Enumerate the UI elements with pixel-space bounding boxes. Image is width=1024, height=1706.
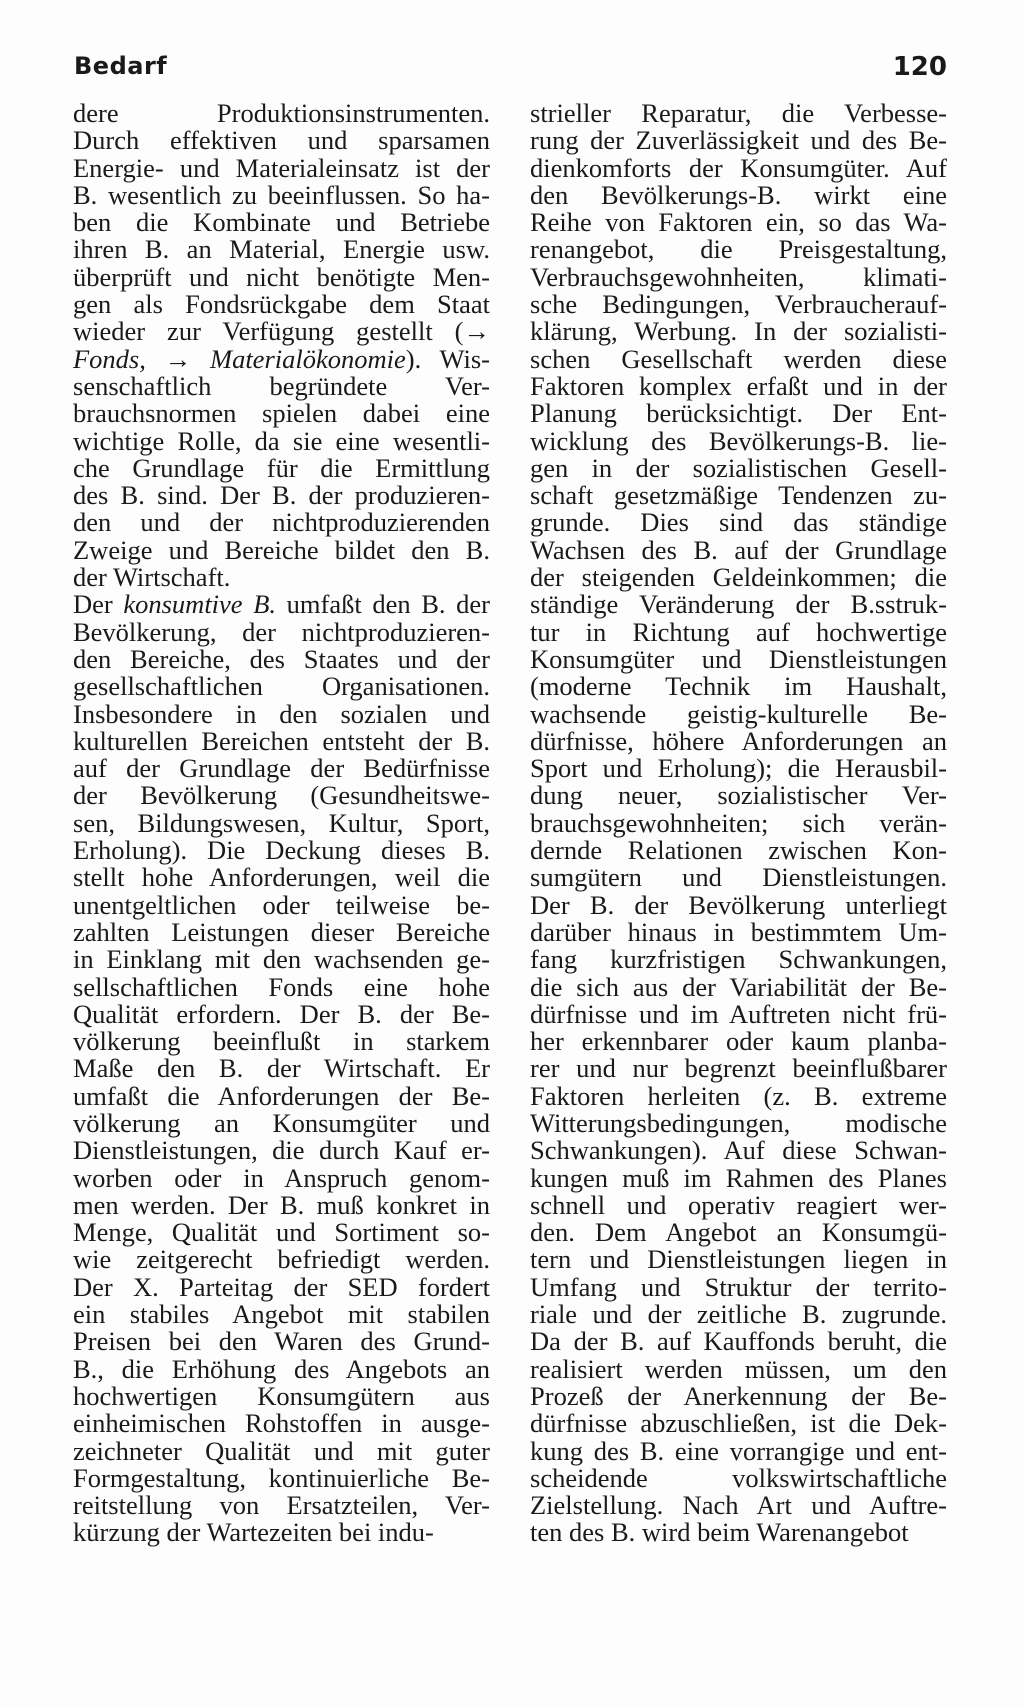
text-line: dürfnisse abzuschließen, ist die Dek- (530, 1408, 947, 1439)
text-line: Dienstleistungen, die durch Kauf er- (73, 1135, 490, 1166)
text-line: strieller Reparatur, die Verbesse- (530, 98, 947, 128)
text-line: wieder zur Verfügung gestellt (→ (73, 316, 490, 347)
text-line: Wachsen des B. auf der Grundlage (530, 534, 947, 565)
text-line: die sich aus der Variabilität der Be- (530, 971, 947, 1002)
text-line: sche Bedingungen, Verbraucherauf- (530, 289, 947, 320)
text-line: ein stabiles Angebot mit stabilen (73, 1299, 490, 1330)
text-line: darüber hinaus in bestimmtem Um- (530, 916, 947, 947)
text-line: gen als Fondsrückgabe dem Staat (73, 289, 490, 320)
text-line: rer und nur begrenzt beeinflußbarer (530, 1053, 947, 1084)
text-line: Menge, Qualität und Sortiment so- (73, 1217, 490, 1248)
text-line: den und der nichtproduzierenden (73, 507, 490, 538)
text-line: einheimischen Rohstoffen in ausge- (73, 1408, 490, 1439)
page-header-keyword: Bedarf (74, 52, 168, 80)
text-line: (moderne Technik im Haushalt, (530, 671, 947, 702)
text-line: dernde Relationen zwischen Kon- (530, 835, 947, 866)
text-line: brauchsnormen spielen dabei eine (73, 398, 490, 429)
text-line: Sport und Erholung); die Herausbil- (530, 753, 947, 784)
text-column-right (530, 100, 947, 1547)
text-line: Durch effektiven und sparsamen (73, 125, 490, 156)
text-line: Faktoren komplex erfaßt und in der (530, 370, 947, 401)
text-line: senschaftlich begründete Ver- (73, 370, 490, 401)
text-line: den. Dem Angebot an Konsumgü- (530, 1217, 947, 1248)
text-line: gesellschaftlichen Organisationen. (73, 671, 490, 702)
text-line: den Bereiche, des Staates und der (73, 643, 490, 674)
text-line: Reihe von Faktoren ein, so das Wa- (530, 207, 947, 238)
text-line: der Wirtschaft. (73, 562, 231, 593)
text-line: zahlten Leistungen dieser Bereiche (73, 916, 490, 947)
text-line: umfaßt die Anforderungen der Be- (73, 1080, 490, 1111)
text-line: schaft gesetzmäßige Tendenzen zu- (530, 480, 947, 511)
text-line: gen in der sozialistischen Gesell- (530, 452, 947, 483)
text-line: dürfnisse und im Auftreten nicht frü- (530, 998, 947, 1029)
text-line: klärung, Werbung. In der sozialisti- (530, 316, 947, 347)
text-line: Da der B. auf Kauffonds beruht, die (530, 1326, 947, 1357)
text-line: hochwertigen Konsumgütern aus (73, 1380, 490, 1411)
text-line: men werden. Der B. muß konkret in (73, 1189, 490, 1220)
text-line: Witterungsbedingungen, modische (530, 1107, 947, 1138)
text-line: Zweige und Bereiche bildet den B. (73, 534, 490, 565)
text-line: Prozeß der Anerkennung der Be- (530, 1380, 947, 1411)
text-line: Zielstellung. Nach Art und Auftre- (530, 1490, 947, 1521)
text-line: Umfang und Struktur der territo- (530, 1271, 947, 1302)
text-line: Verbrauchsgewohnheiten, klimati- (530, 261, 947, 292)
text-line: wichtige Rolle, da sie eine wesentli- (73, 425, 490, 456)
text-line: in Einklang mit den wachsenden ge- (73, 944, 490, 975)
text-line: des B. sind. Der B. der produzieren- (73, 480, 490, 511)
text-line: Insbesondere in den sozialen und (73, 698, 490, 729)
text-line: Der X. Parteitag der SED fordert (73, 1271, 490, 1302)
text-line: Planung berücksichtigt. Der Ent- (530, 398, 947, 429)
text-line: Schwankungen). Auf diese Schwan- (530, 1135, 947, 1166)
text-line: reitstellung von Ersatzteilen, Ver- (73, 1490, 490, 1521)
text-line: sellschaftlichen Fonds eine hohe (73, 971, 490, 1002)
text-line: wicklung des Bevölkerungs-B. lie- (530, 425, 947, 456)
text-line: riale und der zeitliche B. zugrunde. (530, 1299, 947, 1330)
text-line: Erholung). Die Deckung dieses B. (73, 835, 490, 866)
text-line: kürzung der Wartezeiten bei indu- (73, 1517, 434, 1548)
text-line: dere Produktionsinstrumenten. (73, 98, 490, 128)
text-line: der Bevölkerung (Gesundheitswe- (73, 780, 490, 811)
text-line: che Grundlage für die Ermittlung (73, 452, 490, 483)
text-line: auf der Grundlage der Bedürfnisse (73, 753, 490, 784)
text-line: Faktoren herleiten (z. B. extreme (530, 1080, 947, 1111)
text-line: scheidende volkswirtschaftliche (530, 1462, 947, 1493)
text-line: zeichneter Qualität und mit guter (73, 1435, 490, 1466)
text-line: ben die Kombinate und Betriebe (73, 207, 490, 238)
text-line: realisiert werden müssen, um den (530, 1353, 947, 1384)
text-line: Konsumgüter und Dienstleistungen (530, 643, 947, 674)
text-line: tern und Dienstleistungen liegen in (530, 1244, 947, 1275)
text-line: Der B. der Bevölkerung unterliegt (530, 889, 947, 920)
text-line: brauchsgewohnheiten; sich verän- (530, 807, 947, 838)
text-line: B. wesentlich zu beeinflussen. So ha- (73, 179, 490, 210)
text-line: wie zeitgerecht befriedigt werden. (73, 1244, 490, 1275)
text-line: den Bevölkerungs-B. wirkt eine (530, 179, 947, 210)
text-line: unentgeltlichen oder teilweise be- (73, 889, 490, 920)
text-line: völkerung beeinflußt in starkem (73, 1026, 490, 1057)
text-line: dürfnisse, höhere Anforderungen an (530, 725, 947, 756)
text-line: grunde. Dies sind das ständige (530, 507, 947, 538)
text-line: Preisen bei den Waren des Grund- (73, 1326, 490, 1357)
text-line: renangebot, die Preisgestaltung, (530, 234, 947, 265)
text-line: fang kurzfristigen Schwankungen, (530, 944, 947, 975)
text-line: Fonds, → Materialökonomie). Wis- (73, 343, 490, 374)
text-line: worben oder in Anspruch genom- (73, 1162, 490, 1193)
text-line: ihren B. an Material, Energie usw. (73, 234, 490, 265)
text-line: ständige Veränderung der B.sstruk- (530, 589, 947, 620)
text-line: dienkomforts der Konsumgüter. Auf (530, 152, 947, 183)
text-line: Bevölkerung, der nichtproduzieren- (73, 616, 490, 647)
text-line: stellt hohe Anforderungen, weil die (73, 862, 490, 893)
text-line: Qualität erfordern. Der B. der Be- (73, 998, 490, 1029)
text-line: dung neuer, sozialistischer Ver- (530, 780, 947, 811)
text-line: B., die Erhöhung des Angebots an (73, 1353, 490, 1384)
text-line: Energie- und Materialeinsatz ist der (73, 152, 490, 183)
text-line: überprüft und nicht benötigte Men- (73, 261, 490, 292)
text-line: kungen muß im Rahmen des Planes (530, 1162, 947, 1193)
text-line: wachsende geistig-kulturelle Be- (530, 698, 947, 729)
text-line: völkerung an Konsumgüter und (73, 1107, 490, 1138)
page-number: 120 (892, 52, 947, 82)
text-line: rung der Zuverlässigkeit und des Be- (530, 125, 947, 156)
text-line: der steigenden Geldeinkommen; die (530, 562, 947, 593)
text-line: Maße den B. der Wirtschaft. Er (73, 1053, 490, 1084)
text-line: schnell und operativ reagiert wer- (530, 1189, 947, 1220)
text-line: ten des B. wird beim Warenangebot (530, 1517, 909, 1548)
text-line: her erkennbarer oder kaum planba- (530, 1026, 947, 1057)
text-line: schen Gesellschaft werden diese (530, 343, 947, 374)
text-line: sumgütern und Dienstleistungen. (530, 862, 947, 893)
text-line: sen, Bildungswesen, Kultur, Sport, (73, 807, 490, 838)
text-line: kulturellen Bereichen entsteht der B. (73, 725, 490, 756)
text-line: tur in Richtung auf hochwertige (530, 616, 947, 647)
text-line: Formgestaltung, kontinuierliche Be- (73, 1462, 490, 1493)
text-line: Der konsumtive B. umfaßt den B. der (73, 589, 490, 620)
text-line: kung des B. eine vorrangige und ent- (530, 1435, 947, 1466)
text-column-left (73, 100, 490, 1547)
